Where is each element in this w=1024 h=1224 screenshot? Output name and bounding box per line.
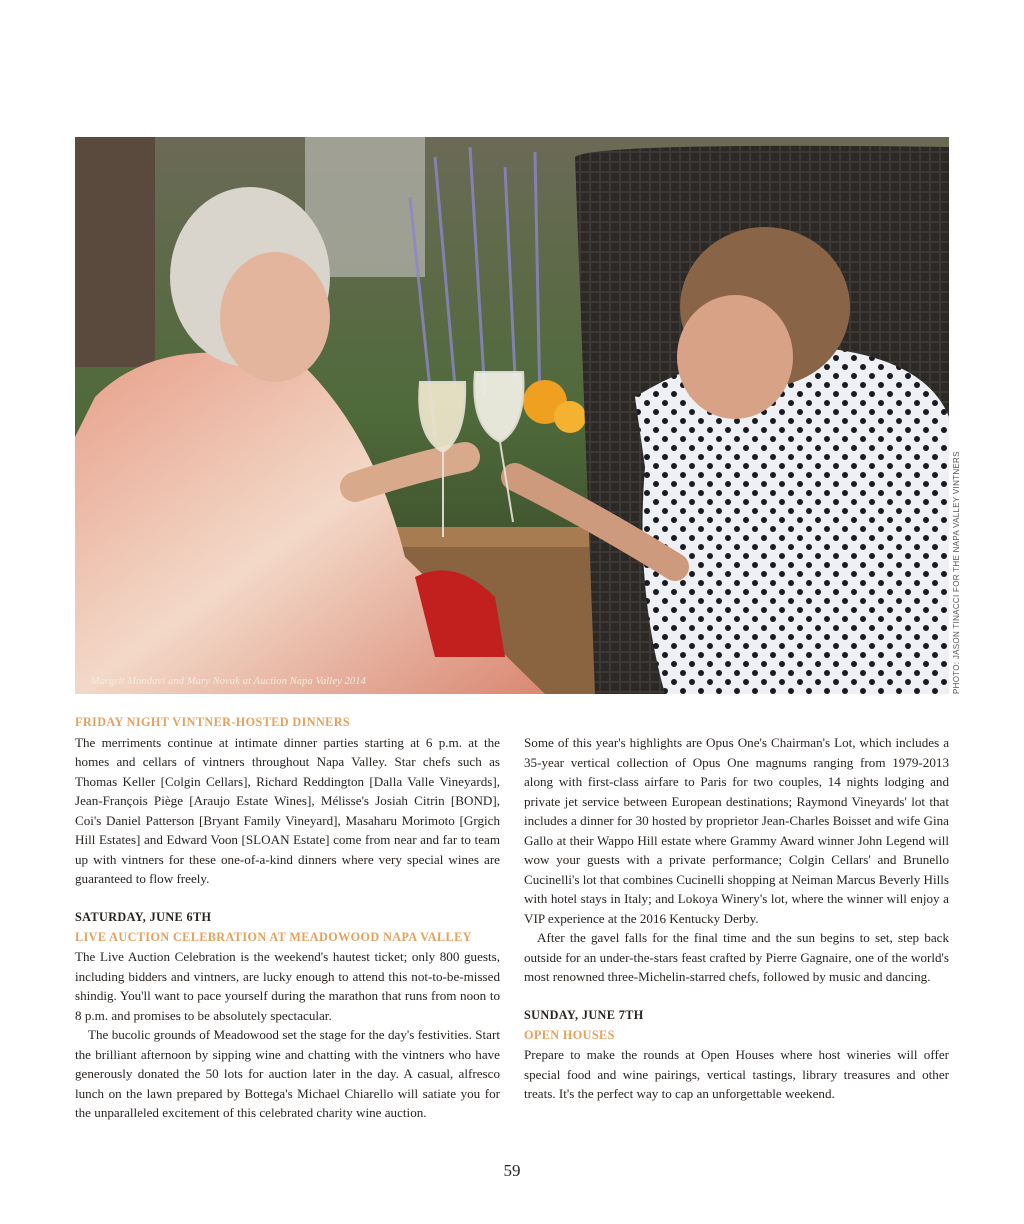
photo-illustration: [75, 137, 949, 694]
highlights-paragraph-2: After the gavel falls for the final time and the sun begins to set, step back outside for an under-the-stars feast crafted by Pierre Gagnaire, one of the world's most renowned three-Michelin-starred chefs, followed by music and dancing.: [524, 930, 949, 984]
sunday-date: SUNDAY, JUNE 7TH: [524, 1008, 644, 1022]
sunday-body: Prepare to make the rounds at Open Houses where host wineries will offer special food and wine pairings, vertical tastings, library treasures and other treats. It's the perfect way to cap an unforgettable weekend.: [524, 1047, 949, 1101]
sunday-heading: OPEN HOUSES: [524, 1027, 615, 1042]
friday-body: The merriments continue at intimate dinner parties starting at 6 p.m. at the homes and cellars of vintners throughout Napa Valley. Star chefs such as Thomas Keller [Colgin Cellars], Richard Reddington [Dalla Valle Vineyards], Jean-François Piège [Araujo Estate Wines], Mélisse's Josiah Citrin [BOND], Coi's Daniel Patterson [Bryant Family Vineyard], Masaharu Morimoto [Grgich Hill Estates] and Edward Voon [SLOAN Estate] come from near and far to team up with vintners for these one-of-a-kind dinners where very special wines are guaranteed to flow freely.: [75, 734, 500, 886]
page-number: 59: [503, 1161, 521, 1180]
highlights-paragraph-1: Some of this year's highlights are Opus One's Chairman's Lot, which includes a 35-year vertical collection of Opus One magnums ranging from 1979-2013 along with first-class airfare to Paris for two couples, 14 nights lodging and private jet service between European destinations; Raymond Vineyards' lot that includes a dinner for 30 hosted by proprietor Jean-Charles Boisset and wife Gina Gallo at their Wappo Hill estate where Grammy Award winner John Legend will wow your guests with a private performance; Colgin Cellars' and Brunello Cucinelli's lot that combines Cucinelli shopping at Neiman Marcus Beverly Hills with hotel stays in Italy; and Lokoya Winery's lot, where the winner will enjoy a VIP experience at the 2016 Kentucky Derby.: [524, 735, 949, 926]
section-spacer: [75, 889, 500, 909]
saturday-date: SATURDAY, JUNE 6TH: [75, 910, 212, 924]
photo-credit: PHOTO: JASON TINACCI FOR THE NAPA VALLEY VINTNERS: [952, 451, 961, 694]
saturday-paragraph-1: The Live Auction Celebration is the weekend's hautest ticket; only 800 guests, including bidders and vintners, are lucky enough to attend this not-to-be-missed shindig. You'll want to pace yourself during the marathon that runs from noon to 8 p.m. and promises to be absolutely spectacular.: [75, 949, 500, 1023]
right-column: [524, 733, 949, 1104]
section-spacer: [524, 987, 949, 1007]
photo-caption: Margrit Mondavi and Mary Novak at Auction Napa Valley 2014: [91, 676, 366, 687]
saturday-heading: LIVE AUCTION CELEBRATION AT MEADOWOOD NAPA VALLEY: [75, 929, 472, 944]
friday-heading: FRIDAY NIGHT VINTNER-HOSTED DINNERS: [75, 715, 351, 729]
feature-photo: [75, 137, 949, 694]
left-column: [75, 713, 500, 1123]
saturday-paragraph-2: The bucolic grounds of Meadowood set the stage for the day's festivities. Start the brilliant afternoon by sipping wine and chatting with the vintners who have generously donated the 50 lots for auction later in the day. A casual, alfresco lunch on the lawn prepared by Bottega's Michael Chiarello will satiate you for the unparalleled excitement of this celebrated charity wine auction.: [75, 1027, 500, 1120]
